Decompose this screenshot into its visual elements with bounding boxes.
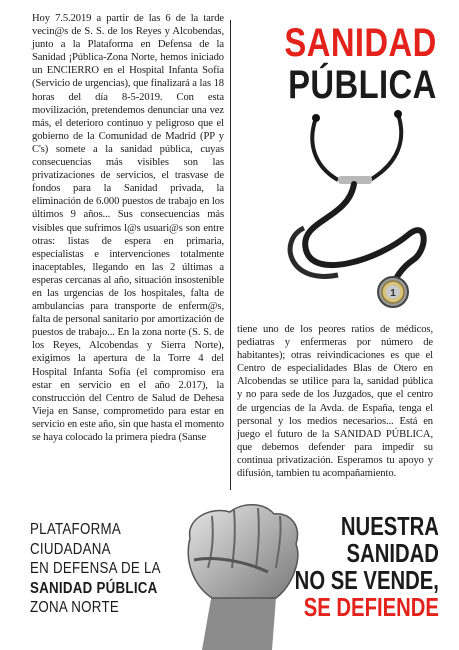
page-title (251, 22, 437, 106)
title-line-2: PÚBLICA (288, 63, 437, 107)
slogan-line-1: NUESTRA (340, 511, 439, 541)
body-text-left: Hoy 7.5.2019 a partir de las 6 de la tarde vecin@s de S. S. de los Reyes y Alcobendas, junto a la Plataforma en Defensa de la Sanidad ¡Pública-Zona Norte, hemos iniciado un ENCIERRO en el Hospital Infanta Sofía (Servicio de urgencias), que finalizará a las 18 horas del día 8-5-2019. Con esta movilización, pretendemos denunciar una vez más, el deterioro continuo y peligroso que el gobierno de la Comunidad de Madrid (PP y C's) somete a la sanidad pública, cuyas consecuencias más visibles son las privatizaciones de servicios, el trasvase de fondos para la Sanidad privada, la eliminación de 6.000 puestos de trabajo en los últimos 9 años... Sus consecuencias más visibles que sufrimos l@s usuari@s son entre otras: listas de espera en primaria, especialistas e intervenciones totalmente inaceptables, llegando en las 2 últimas a esperas cercanas al año, situación insostenible en las urgencias de los hospitales, falta de ambulancias para transporte de enferm@s, falta de personal sanitario por amortización de puestos de trabajo... En la zona norte (S. S. de los Reyes, Alcobendas y Sierra Norte), exigimos la apertura de la Torre 4 del Hospital Infanta Sofía (el compromiso era estar en servicio en el año 2.017), la construcción del Centro de Salud de Dehesa Vieja en Sanse, comprometido para estar en servicio en este año, sin que hasta el momento se haya colocado la primera piedra (Sanse (32, 13, 224, 443)
org-line-1: PLATAFORMA (30, 521, 121, 538)
slogan-line-4: SE DEFIENDE (303, 592, 439, 622)
column-divider (230, 20, 231, 490)
raised-fist-image (172, 498, 312, 650)
slogan-line-3: NO SE VENDE, (294, 565, 439, 595)
organization-name (30, 520, 161, 618)
org-line-4: SANIDAD PÚBLICA (30, 579, 158, 597)
coin-label: 1 (390, 288, 396, 299)
org-line-3: EN DEFENSA DE LA (30, 560, 161, 577)
stethoscope-image (278, 110, 443, 310)
body-text-right: tiene uno de los peores ratios de médicos, pediatras y enfermeras por número de habitantes); otras reivindicaciones es que el Centro de especialidades Blas de Otero en Alcobendas se utilice para la, sanidad pública y no para sede de los Juzgados, que el centro de urgencias de la Avda. de España, tenga el personal y los medios necesarios... Está en juego el futuro de la SANIDAD PÚBLICA, que debemos defender para impedir su continua privatización. Esperamos tu apoyo y difusión, tambien tu acompañamiento. (237, 324, 433, 480)
org-line-2: CIUDADANA (30, 540, 111, 558)
slogan-line-2: SANIDAD (346, 538, 439, 568)
slogan (295, 513, 439, 621)
title-line-1: SANIDAD (284, 21, 437, 65)
org-line-5: ZONA NORTE (30, 599, 119, 616)
